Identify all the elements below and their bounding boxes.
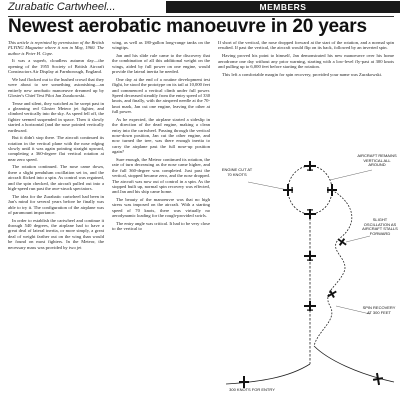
paragraph: Jan and his slide rule came to the discovery that the combination of all this additional weight on the wings, aided by full power on one engine, would provide the lateral inertia he needed. — [112, 53, 210, 75]
article-column-1 — [8, 40, 104, 396]
paragraph: The rotation continued. The nose came down, there a slight pendulum oscillation set in, and the aircraft flicked into a spin. As control was regained, and the spin checked, the aircraft pulled out into a high-speed run past the awe-struck spectators. — [8, 164, 104, 192]
paragraph: Sure enough, the Meteor continued its rotation, the rate of turn decreasing as the nose came higher, and the full 360-degree was completed. Just past the vertical, stopped became zero, and the nose dropped. The aircraft was now out of control in a spin. As the stopped built up, normal spin recovery was effected, and Jan and his ship came home. — [112, 156, 210, 195]
paragraph: The idea for the Zurabatic cartwheel had been in Jan's mind for several years before he finally was able to try it. The configuration of the airplane was of paramount importance. — [8, 193, 104, 215]
paragraph: Having proved his point to himself, Jan demonstrated his new manoeuvre over his home aerodrome one day without any prior warning, starting with a low-level fly-past at 300 knots and pulling up to 6,000 feet before starting the rotation. — [218, 53, 394, 70]
paragraph: If short of the vertical, the nose dropped forward at the start of the rotation, and a normal spin resulted. If past the vertical, the aircraft would flip on its back, followed by an inverted spin. — [218, 40, 394, 51]
manoeuvre-diagram-drawing — [218, 146, 400, 400]
paragraph: But it didn't stop there. The aircraft continued its rotation in the vertical plane with the nose edging slowly until it was again pointing straight upward, completing a 360-degree flat vertical rotation at near zero speed. — [8, 135, 104, 162]
article-column-3 — [218, 40, 394, 144]
diagram-label-oscillation: SLIGHT OSCILLATION AS AIRCRAFT STALLS FORWARD — [362, 217, 398, 236]
paragraph: In order to establish the cartwheel and continue it through 540 degrees, the airplane had to have a great deal of lateral inertia, or more simply, a great deal of weight farther out on the wing than would be found on most fighters. In the Meteor, the necessary mass was provided by two jet — [8, 217, 104, 250]
diagram-label-spin-recovery: SPIN RECOVERY AT 300 FEET — [362, 305, 396, 315]
page-header — [0, 0, 400, 14]
intro-paragraph: This article is reprinted by permission of the British FLYING Magazine where it ran in May, 1960. The author is Peter H. Cope. — [8, 40, 104, 56]
kicker-text: Zurabatic Cartwheel... — [8, 1, 116, 13]
manoeuvre-diagram — [218, 146, 400, 400]
article-headline: Newest aerobatic manoeuvre in 20 years — [8, 16, 367, 37]
paragraph: We had flocked out to the hushed crowd that they were about to see something astonishing—an entirely new aerobatic manoeuvre dreamed up by Gloster's Chief Test Pilot Jan Zurakowski. — [8, 76, 104, 99]
paragraph: This left a comfortable margin for spin recovery, provided your name was Zurakowski. — [222, 71, 383, 77]
diagram-label-vertical: AIRCRAFT REMAINS VERTICAL ALL AROUND — [357, 153, 397, 168]
paragraph: As he expected, the airplane started a sideslip in the direction of the dead engine, making a clean entry into the cartwheel. Passing through the vertical nose-down position, Jan cut the other engine, and now turned the tree, was there enough inertia to carry the airplane past the full nose-up position again? — [112, 116, 210, 155]
paragraph: One day at the end of a routine development test flight, he stood the prototype on its tail at 10,000 feet and commenced a vertical climb under full power. Speed decreased steadily from the entry speed of 330 knots, and finally, with the airspeed needle at the 70-knot mark, Jan cut one engine, leaving the other at full power. — [112, 76, 210, 115]
paragraph: The entry angle was critical. It had to be very close to the vertical to — [112, 220, 210, 232]
section-banner: MEMBERS — [166, 1, 400, 13]
paragraph: It was a superb, cloudless autumn day—the opening of the 1955 Society of British Aircraft Constructors Air Display at Farnborough, England. — [8, 58, 104, 75]
paragraph: wing, as well as 180-gallon long-range tanks on the wingtips. — [112, 40, 210, 51]
paragraph: Tense and silent, they watched as he swept past in a gleaming red Gloster Meteor jet fighter, and climbed vertically into the sky. As speed fell off, the fighter seemed suspended in space. Then it slowly started a horizontal (and the nose pointed vertically earthward. — [8, 100, 104, 133]
article-column-2 — [112, 40, 210, 396]
diagram-label-entry: 300 KNOTS FOR ENTRY — [229, 387, 275, 392]
paragraph: The beauty of the manoeuvre was that no high stress was imposed on the aircraft. With a starting speed of 70 knots, there was virtually no aerodynamic loading for the rough-provided swirls. — [112, 196, 210, 219]
diagram-label-engine-cut: ENGINE CUT AT 70 KNOTS — [221, 167, 253, 177]
